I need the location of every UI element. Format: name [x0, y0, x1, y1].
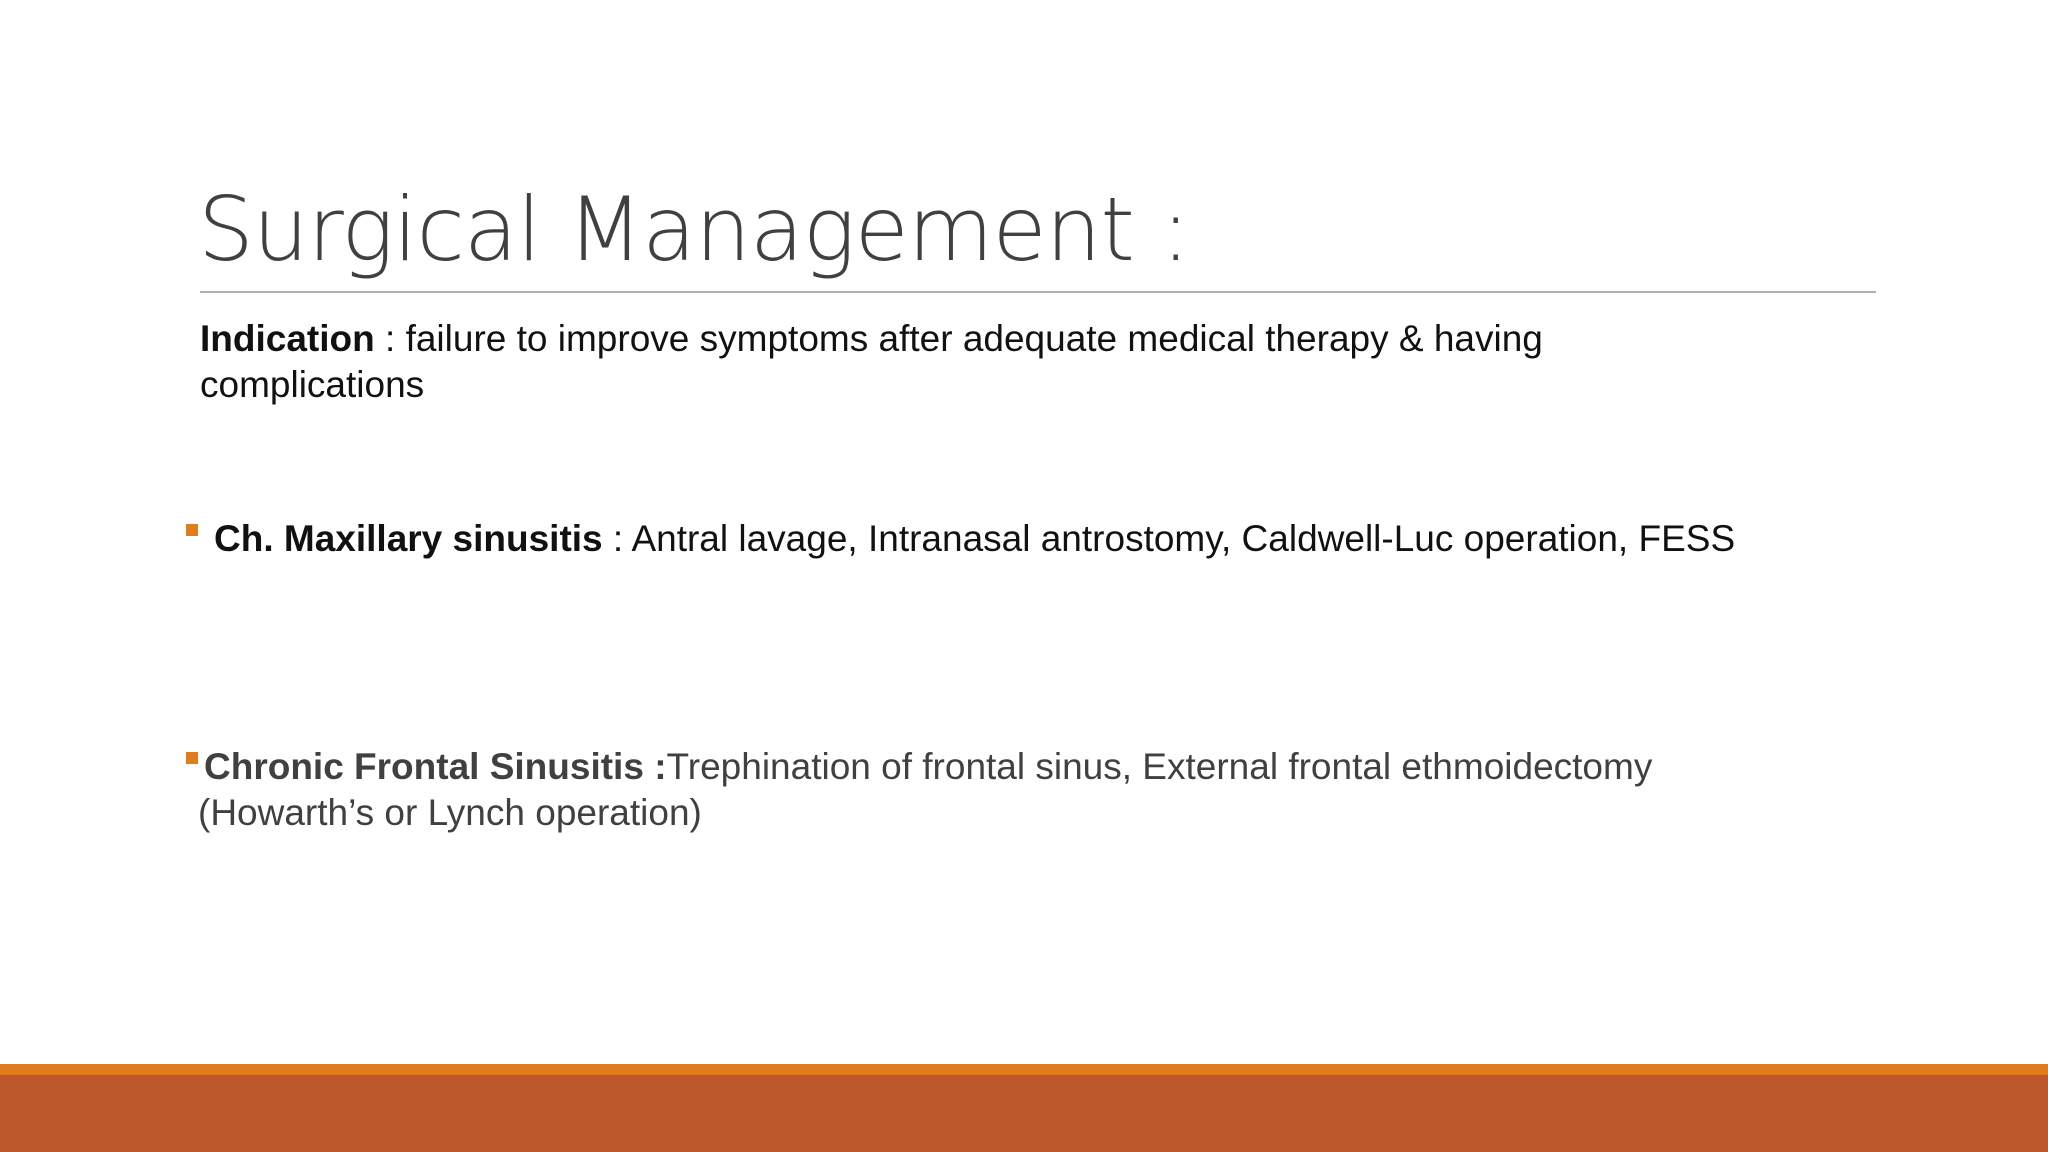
footer-bar	[0, 1075, 2048, 1152]
square-bullet-icon	[186, 752, 198, 764]
slide-title: Surgical Management :	[198, 178, 1190, 281]
bullet-label: Chronic Frontal Sinusitis :	[204, 746, 667, 787]
indication-paragraph	[200, 316, 1700, 408]
bullet-text: : Antral lavage, Intranasal antrostomy, Caldwell-Luc operation, FESS	[602, 518, 1736, 559]
bullet-item-maxillary	[186, 516, 1886, 562]
bullet-item-frontal	[186, 744, 1746, 836]
title-divider	[200, 291, 1876, 293]
square-bullet-icon	[186, 524, 198, 536]
footer-accent-stripe	[0, 1064, 2048, 1075]
indication-label: Indication	[200, 318, 375, 359]
bullet-label: Ch. Maxillary sinusitis	[214, 518, 603, 559]
bullet-text: Trephination of frontal sinus, External frontal ethmoidectomy	[666, 746, 1653, 787]
indication-text: : failure to improve symptoms after adequate medical therapy & having complications	[200, 318, 1543, 405]
bullet-continuation: (Howarth’s or Lynch operation)	[198, 792, 702, 833]
